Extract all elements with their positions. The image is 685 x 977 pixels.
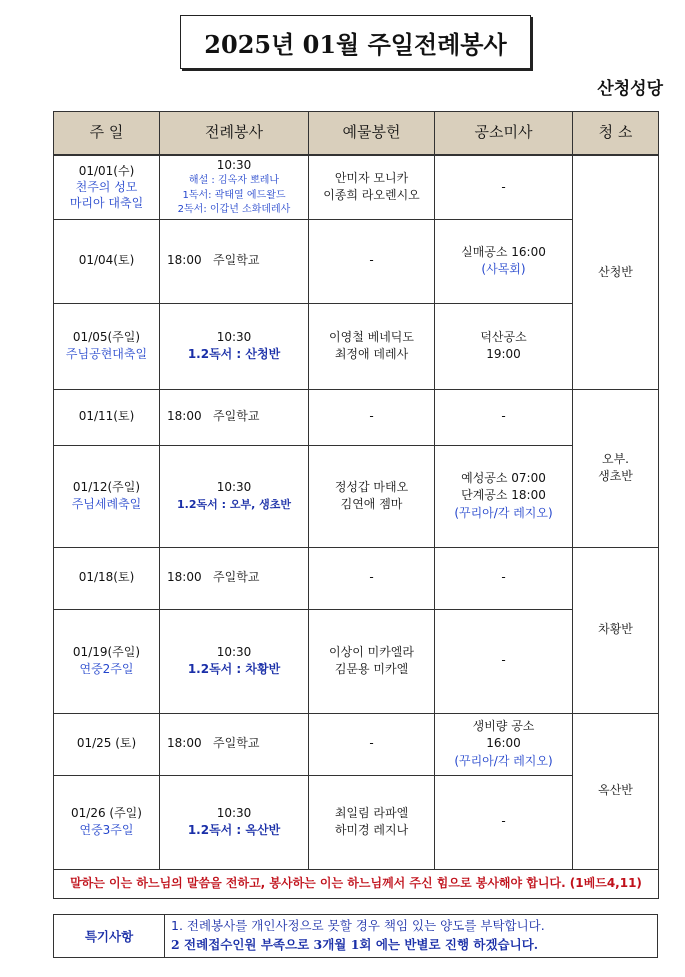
- liturgy-cell: [160, 445, 309, 547]
- table-row: [54, 445, 659, 547]
- feast: 연중3주일: [79, 823, 134, 837]
- offering-cell: 정성갑 마태오 김연애 젬마: [309, 445, 435, 547]
- mass-cell: -: [435, 609, 573, 713]
- table-row: [54, 713, 659, 775]
- offering-cell: 이영철 베네딕도 최정애 데레사: [309, 303, 435, 389]
- offering-cell: 이상이 미카엘라 김문용 미카엘: [309, 609, 435, 713]
- special-note-1: 1. 전례봉사를 개인사정으로 못할 경우 책임 있는 양도를 부탁합니다.: [171, 918, 545, 933]
- liturgy-cell: [160, 155, 309, 219]
- date-cell: [54, 445, 160, 547]
- header-liturgy: 전례봉사: [160, 112, 309, 156]
- table-row: [54, 547, 659, 609]
- table-row: [54, 219, 659, 303]
- school: 주일학교: [213, 570, 260, 585]
- date-cell: [54, 775, 160, 869]
- mass-cell: -: [435, 155, 573, 219]
- reader-2: 2독서: 이갑년 소화데레사: [177, 204, 291, 216]
- date-cell: [54, 303, 160, 389]
- reading: 1.2독서 : 차황반: [187, 662, 281, 676]
- table-row: [54, 155, 659, 219]
- school: 주일학교: [213, 409, 260, 424]
- special-notes-label: 특기사항: [54, 915, 165, 958]
- table-row: [54, 609, 659, 713]
- liturgy-cell: [160, 303, 309, 389]
- time: 18:00: [167, 736, 202, 751]
- date-cell: [54, 609, 160, 713]
- mass-text: 생비량 공소 16:00: [472, 718, 535, 751]
- notice-row: [54, 869, 659, 898]
- reader-1: 1독서: 곽태열 에드왈드: [182, 189, 286, 201]
- feast: 주님공현대축일: [65, 347, 148, 361]
- mass-cell: -: [435, 547, 573, 609]
- reading: 1.2독서 : 옥산반: [187, 823, 281, 837]
- date-cell: 01/11(토): [54, 389, 160, 445]
- mass-note: (사목회): [481, 262, 526, 276]
- date: 01/05(주일): [72, 329, 141, 344]
- time: 10:30: [216, 329, 252, 344]
- cleaning-cell: 산청반: [573, 155, 659, 389]
- date: 01/12(주일): [72, 479, 141, 494]
- mass-cell: -: [435, 389, 573, 445]
- mass-cell: [435, 713, 573, 775]
- cleaning-cell: 차황반: [573, 547, 659, 713]
- mass-cell: -: [435, 775, 573, 869]
- table-row: [54, 389, 659, 445]
- offering-cell: -: [309, 713, 435, 775]
- special-notes-body: [165, 915, 658, 958]
- mass-note: (꾸리아/각 레지오): [454, 753, 553, 768]
- time: 10:30: [216, 644, 252, 659]
- reading: 1.2독서 : 오부, 생초반: [177, 497, 291, 511]
- liturgy-cell: [160, 775, 309, 869]
- offering-cell: -: [309, 389, 435, 445]
- time: 18:00: [167, 253, 202, 268]
- date-cell: [54, 155, 160, 219]
- parish-name: 산청성당: [597, 79, 663, 99]
- date: 01/01(수): [78, 163, 135, 178]
- offering-cell: 안미자 모니카 이종희 라오렌시오: [309, 155, 435, 219]
- feast: 천주의 성모 마리아 대축일: [69, 180, 144, 210]
- mass-cell: [435, 445, 573, 547]
- header-mass: 공소미사: [435, 112, 573, 156]
- offering-cell: -: [309, 219, 435, 303]
- header-cleaning: 청 소: [573, 112, 659, 156]
- date-cell: 01/04(토): [54, 219, 160, 303]
- feast: 주님세례축일: [71, 497, 142, 511]
- school: 주일학교: [213, 253, 260, 268]
- offering-cell: -: [309, 547, 435, 609]
- table-row: [54, 775, 659, 869]
- time: 10:30: [216, 157, 252, 172]
- scripture-notice: 말하는 이는 하느님의 말씀을 전하고, 봉사하는 이는 하느님께서 주신 힘으로 봉사해야 합니다. (1베드4,11): [54, 869, 659, 898]
- cleaning-cell: 오부. 생초반: [573, 389, 659, 547]
- liturgy-cell: [160, 713, 309, 775]
- mass-note: (꾸리아/각 레지오): [454, 505, 553, 520]
- mass-text: 예성공소 07:00 단계공소 18:00: [461, 470, 546, 503]
- date-cell: 01/25 (토): [54, 713, 160, 775]
- time: 18:00: [167, 570, 202, 585]
- reading: 1.2독서 : 산청반: [187, 347, 281, 361]
- date-cell: 01/18(토): [54, 547, 160, 609]
- table-row: [54, 303, 659, 389]
- header-offering: 예물봉헌: [309, 112, 435, 156]
- commentator: 해설 : 김옥자 뽀레나: [188, 175, 280, 187]
- schedule-table: [53, 111, 659, 899]
- page-title: 2025년 01월 주일전례봉사: [180, 15, 531, 69]
- liturgy-cell: [160, 609, 309, 713]
- time: 10:30: [216, 805, 252, 820]
- special-note-2: 2 전례접수인원 부족으로 3개월 1회 에는 반별로 진행 하겠습니다.: [171, 936, 539, 952]
- time: 10:30: [216, 480, 252, 495]
- date: 01/26 (주일): [71, 805, 142, 820]
- liturgy-cell: [160, 219, 309, 303]
- liturgy-cell: [160, 389, 309, 445]
- header-date: 주 일: [54, 112, 160, 156]
- offering-cell: 최일림 라파엘 하미경 레지나: [309, 775, 435, 869]
- liturgy-cell: [160, 547, 309, 609]
- mass-cell: [435, 219, 573, 303]
- cleaning-cell: 옥산반: [573, 713, 659, 869]
- mass-text: 실매공소 16:00: [461, 244, 546, 259]
- school: 주일학교: [213, 736, 260, 751]
- header-row: [54, 112, 659, 156]
- date: 01/19(주일): [72, 644, 141, 659]
- special-notes-table: [53, 914, 658, 958]
- feast: 연중2주일: [79, 662, 134, 676]
- mass-cell: 덕산공소 19:00: [435, 303, 573, 389]
- time: 18:00: [167, 409, 202, 424]
